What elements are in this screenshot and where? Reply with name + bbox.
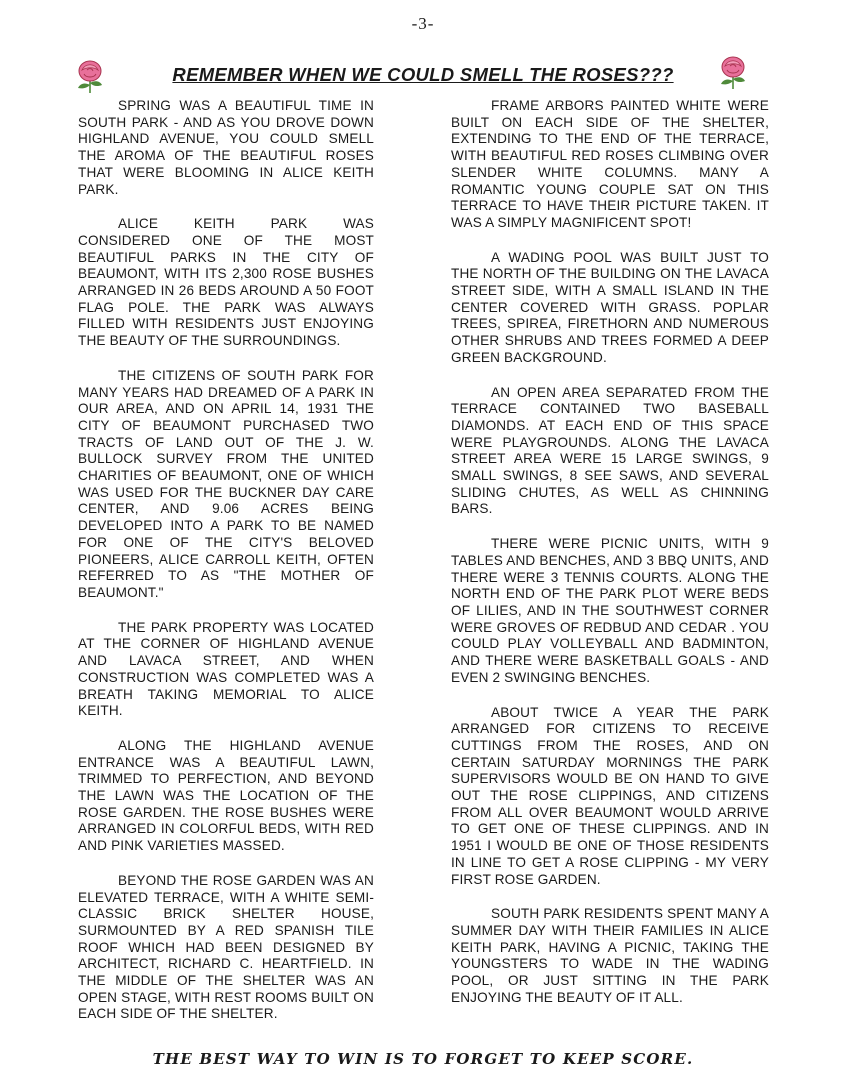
page-number: -3- (411, 14, 435, 33)
rose-icon (72, 58, 108, 94)
rose-icon (715, 54, 751, 90)
paragraph: ALICE KEITH PARK WAS CONSIDERED ONE OF THE MOST BEAUTIFUL PARKS IN THE CITY OF BEAUMONT, WITH ITS 2,300 ROSE BUSHES ARRANGED IN 26 BEDS AROUND A 50 FOOT FLAG POLE. THE PARK WAS ALWAYS FILLED WITH RESIDENTS JUST ENJOYING THE BEAUTY OF THE SURROUNDINGS. (78, 216, 374, 349)
paragraph: SPRING WAS A BEAUTIFUL TIME IN SOUTH PARK - AND AS YOU DROVE DOWN HIGHLAND AVENUE, YOU COULD SMELL THE AROMA OF THE BEAUTIFUL ROSES THAT WERE BLOOMING IN ALICE KEITH PARK. (78, 98, 374, 197)
paragraph: AN OPEN AREA SEPARATED FROM THE TERRACE CONTAINED TWO BASEBALL DIAMONDS. AT EACH END OF THIS SPACE WERE PLAYGROUNDS. ALONG THE LAVACA STREET AREA WERE 15 LARGE SWINGS, 9 SMALL SWINGS, 8 SEE SAWS, AND SEVERAL SLIDING CHUTES, AS WELL AS CHINNING BARS. (451, 384, 769, 517)
paragraph: THERE WERE PICNIC UNITS, WITH 9 TABLES AND BENCHES, AND 3 BBQ UNITS, AND THERE WERE 3 TENNIS COURTS. ALONG THE NORTH END OF THE PARK PLOT WERE BEDS OF LILIES, AND IN THE SOUTHWEST CORNER WERE GROVES OF REDBUD AND CEDAR . YOU COULD PLAY VOLLEYBALL AND BADMINTON, AND THERE WERE BASKETBALL GOALS - AND EVEN 2 SWINGING BENCHES. (451, 536, 769, 685)
paragraph: ABOUT TWICE A YEAR THE PARK ARRANGED FOR CITIZENS TO RECEIVE CUTTINGS FROM THE ROSES, AND ON CERTAIN SATURDAY MORNINGS THE PARK SUPERVISORS WOULD BE ON HAND TO GIVE OUT THE ROSE CLIPPINGS, AND CITIZENS FROM ALL OVER BEAUMONT WOULD ARRIVE TO GET ONE OF THESE CLIPPINGS. AND IN 1951 I WOULD BE ONE OF THOSE RESIDENTS IN LINE TO GET A ROSE CLIPPING - MY VERY FIRST ROSE GARDEN. (451, 704, 769, 887)
paragraph: ALONG THE HIGHLAND AVENUE ENTRANCE WAS A BEAUTIFUL LAWN, TRIMMED TO PERFECTION, AND BEYOND THE LAWN WAS THE LOCATION OF THE ROSE GARDEN. THE ROSE BUSHES WERE ARRANGED IN COLORFUL BEDS, WITH RED AND PINK VARIETIES MASSED. (78, 737, 374, 854)
footer-quote: THE BEST WAY TO WIN IS TO FORGET TO KEEP SCORE. (152, 1050, 694, 1068)
page-title: REMEMBER WHEN WE COULD SMELL THE ROSES??? (172, 64, 674, 85)
paragraph: BEYOND THE ROSE GARDEN WAS AN ELEVATED TERRACE, WITH A WHITE SEMI-CLASSIC BRICK SHELTER HOUSE, SURMOUNTED BY A RED SPANISH TILE ROOF WHICH HAD BEEN DESIGNED BY ARCHITECT, RICHARD C. HEARTFIELD. IN THE MIDDLE OF THE SHELTER WAS AN OPEN STAGE, WITH REST ROOMS BUILT ON EACH SIDE OF THE SHELTER. (78, 872, 374, 1022)
right-column (451, 98, 769, 1024)
paragraph: A WADING POOL WAS BUILT JUST TO THE NORTH OF THE BUILDING ON THE LAVACA STREET SIDE, WITH A SMALL ISLAND IN THE CENTER COVERED WITH GRASS. POPLAR TREES, SPIREA, FIRETHORN AND NUMEROUS OTHER SHRUBS AND TREES FORMED A DEEP GREEN BACKGROUND. (451, 249, 769, 365)
paragraph: SOUTH PARK RESIDENTS SPENT MANY A SUMMER DAY WITH THEIR FAMILIES IN ALICE KEITH PARK, HAVING A PICNIC, TAKING THE YOUNGSTERS TO WADE IN THE WADING POOL, OR JUST SITTING IN THE PARK ENJOYING THE BEAUTY OF IT ALL. (451, 906, 769, 1005)
paragraph: THE PARK PROPERTY WAS LOCATED AT THE CORNER OF HIGHLAND AVENUE AND LAVACA STREET, AND WHEN CONSTRUCTION WAS COMPLETED WAS A BREATH TAKING MEMORIAL TO ALICE KEITH. (78, 619, 374, 719)
paragraph: THE CITIZENS OF SOUTH PARK FOR MANY YEARS HAD DREAMED OF A PARK IN OUR AREA, AND ON APRIL 14, 1931 THE CITY OF BEAUMONT PURCHASED TWO TRACTS OF LAND OUT OF THE J. W. BULLOCK SURVEY FROM THE UNITED CHARITIES OF BEAUMONT, ONE OF WHICH WAS USED FOR THE BUCKNER DAY CARE CENTER, AND 9.06 ACRES BEING DEVELOPED INTO A PARK TO BE NAMED FOR ONE OF THE CITY'S BELOVED PIONEERS, ALICE CARROLL KEITH, OFTEN REFERRED TO AS "THE MOTHER OF BEAUMONT." (78, 367, 374, 600)
left-column (78, 98, 374, 1041)
paragraph: FRAME ARBORS PAINTED WHITE WERE BUILT ON EACH SIDE OF THE SHELTER, EXTENDING TO THE END OF THE TERRACE, WITH BEAUTIFUL RED ROSES CLIMBING OVER SLENDER WHITE COLUMNS. MANY A ROMANTIC YOUNG COUPLE SAT ON THIS TERRACE TO HAVE THEIR PICTURE TAKEN. IT WAS A SIMPLY MAGNIFICENT SPOT! (451, 98, 769, 230)
